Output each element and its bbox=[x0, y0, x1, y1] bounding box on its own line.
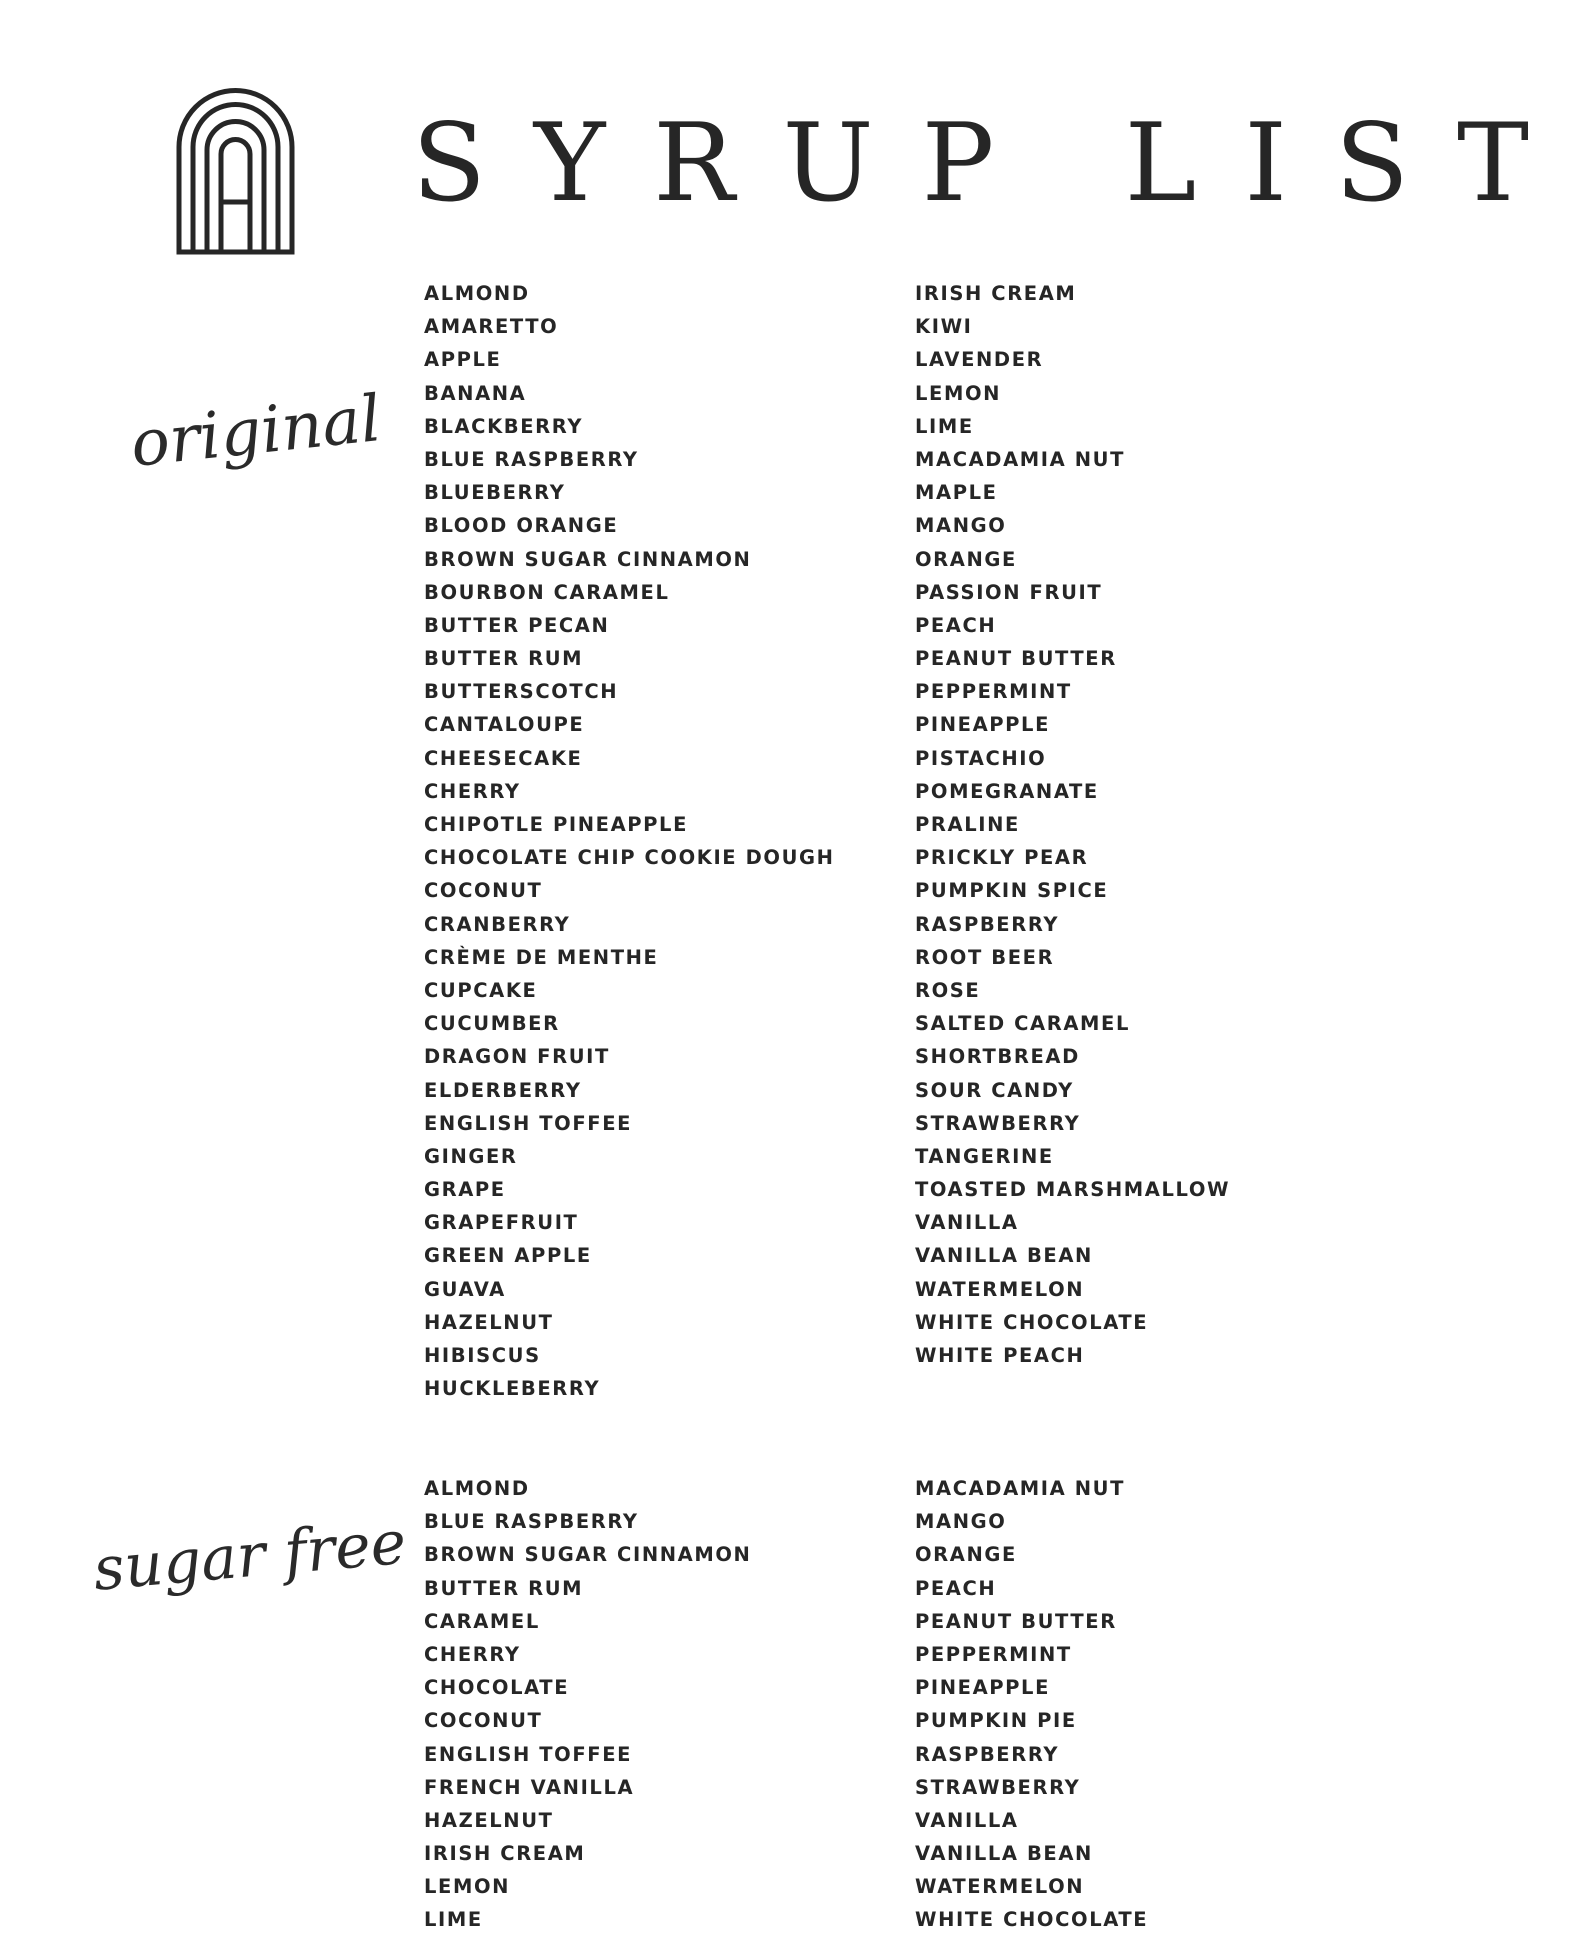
syrup-item: SALTED CARAMEL bbox=[915, 1012, 1130, 1036]
syrup-item: APPLE bbox=[424, 348, 502, 372]
syrup-item: GINGER bbox=[424, 1144, 518, 1168]
syrup-item: VANILLA bbox=[915, 1211, 1019, 1235]
syrup-item: HAZELNUT bbox=[424, 1310, 554, 1334]
syrup-item: BUTTERSCOTCH bbox=[424, 680, 619, 704]
syrup-item: STRAWBERRY bbox=[915, 1111, 1081, 1135]
original-left-column bbox=[424, 277, 835, 1405]
syrup-item: PRICKLY PEAR bbox=[915, 846, 1089, 870]
syrup-item: ENGLISH TOFFEE bbox=[424, 1742, 633, 1766]
svg-text:sugar free: sugar free bbox=[90, 1507, 409, 1605]
syrup-item: MACADAMIA NUT bbox=[915, 447, 1125, 471]
syrup-item: VANILLA BEAN bbox=[915, 1244, 1093, 1268]
syrup-item: WATERMELON bbox=[915, 1875, 1085, 1899]
syrup-item: ELDERBERRY bbox=[424, 1078, 582, 1102]
syrup-item: PEACH bbox=[915, 1576, 997, 1600]
syrup-item: BROWN SUGAR CINNAMON bbox=[424, 1543, 752, 1567]
section-label-original bbox=[127, 382, 385, 498]
syrup-item: VANILLA bbox=[915, 1808, 1019, 1832]
syrup-item: HIBISCUS bbox=[424, 1344, 541, 1367]
syrup-item: PEANUT BUTTER bbox=[915, 647, 1117, 671]
arch-monogram-logo-icon bbox=[176, 90, 295, 255]
syrup-item: GRAPEFRUIT bbox=[424, 1211, 579, 1235]
syrup-item: GREEN APPLE bbox=[424, 1244, 592, 1268]
syrup-item: BLUE RASPBERRY bbox=[424, 447, 639, 471]
syrup-item: HUCKLEBERRY bbox=[424, 1377, 601, 1401]
syrup-item: ROSE bbox=[915, 978, 981, 1002]
syrup-item: ALMOND bbox=[424, 1477, 530, 1500]
syrup-item: PUMPKIN SPICE bbox=[915, 879, 1109, 903]
syrup-item: CRANBERRY bbox=[424, 912, 571, 936]
syrup-item: LIME bbox=[424, 1908, 483, 1932]
syrup-item: CHOCOLATE bbox=[424, 1676, 570, 1700]
syrup-item: ORANGE bbox=[915, 1543, 1017, 1567]
syrup-item: CRÈME DE MENTHE bbox=[424, 945, 659, 969]
syrup-item: IRISH CREAM bbox=[915, 282, 1077, 305]
syrup-item: PEANUT BUTTER bbox=[915, 1609, 1117, 1633]
syrup-item: TANGERINE bbox=[915, 1144, 1054, 1168]
syrup-item: BLOOD ORANGE bbox=[424, 514, 619, 538]
syrup-item: DRAGON FRUIT bbox=[424, 1045, 610, 1069]
syrup-item: PINEAPPLE bbox=[915, 1676, 1051, 1700]
syrup-item: TOASTED MARSHMALLOW bbox=[915, 1178, 1231, 1202]
syrup-item: BUTTER RUM bbox=[424, 647, 584, 671]
syrup-item: MANGO bbox=[915, 1510, 1007, 1534]
sugar-free-left-column bbox=[424, 1472, 751, 1937]
syrup-item: BLUEBERRY bbox=[424, 481, 566, 505]
syrup-item: MAPLE bbox=[915, 481, 998, 505]
syrup-item: BROWN SUGAR CINNAMON bbox=[424, 547, 752, 571]
syrup-item: CHIPOTLE PINEAPPLE bbox=[424, 813, 688, 836]
syrup-item: PEACH bbox=[915, 613, 997, 637]
svg-text:original: original bbox=[127, 382, 385, 482]
syrup-item: IRISH CREAM bbox=[424, 1842, 586, 1866]
syrup-item: COCONUT bbox=[424, 879, 543, 903]
syrup-item: GUAVA bbox=[424, 1277, 506, 1301]
syrup-item: SHORTBREAD bbox=[915, 1045, 1080, 1069]
syrup-item: CHERRY bbox=[424, 779, 521, 803]
syrup-item: VANILLA BEAN bbox=[915, 1842, 1093, 1866]
syrup-item: PEPPERMINT bbox=[915, 1642, 1072, 1666]
syrup-item: CUCUMBER bbox=[424, 1012, 560, 1036]
syrup-item: BANANA bbox=[424, 381, 527, 405]
syrup-item: PUMPKIN PIE bbox=[915, 1709, 1077, 1733]
syrup-item: CANTALOUPE bbox=[424, 713, 585, 737]
sugar-free-right-column bbox=[915, 1472, 1148, 1937]
syrup-item: RASPBERRY bbox=[915, 912, 1060, 936]
syrup-item: FRENCH VANILLA bbox=[424, 1775, 635, 1799]
syrup-item: ALMOND bbox=[424, 282, 530, 305]
syrup-item: SOUR CANDY bbox=[915, 1078, 1074, 1102]
syrup-item: BUTTER RUM bbox=[424, 1576, 584, 1600]
syrup-item: CARAMEL bbox=[424, 1609, 540, 1633]
syrup-item: BUTTER PECAN bbox=[424, 613, 610, 637]
section-label-sugar-free bbox=[90, 1507, 409, 1618]
syrup-item: RASPBERRY bbox=[915, 1742, 1060, 1766]
syrup-item: WATERMELON bbox=[915, 1277, 1085, 1301]
syrup-item: CUPCAKE bbox=[424, 978, 538, 1002]
syrup-item: KIWI bbox=[915, 315, 973, 339]
syrup-item: ORANGE bbox=[915, 547, 1017, 571]
original-right-column bbox=[915, 277, 1230, 1372]
syrup-item: PISTACHIO bbox=[915, 746, 1047, 770]
syrup-item: STRAWBERRY bbox=[915, 1775, 1081, 1799]
syrup-item: MANGO bbox=[915, 514, 1007, 538]
syrup-item: LIME bbox=[915, 414, 974, 438]
syrup-item: PINEAPPLE bbox=[915, 713, 1051, 737]
syrup-item: ROOT BEER bbox=[915, 945, 1055, 969]
syrup-item: GRAPE bbox=[424, 1178, 506, 1202]
syrup-item: PEPPERMINT bbox=[915, 680, 1072, 704]
syrup-item: WHITE CHOCOLATE bbox=[915, 1908, 1149, 1932]
syrup-item: LEMON bbox=[915, 381, 1002, 405]
syrup-item: HAZELNUT bbox=[424, 1808, 554, 1832]
syrup-item: BLACKBERRY bbox=[424, 414, 584, 438]
syrup-item: CHEESECAKE bbox=[424, 746, 583, 770]
syrup-item: MACADAMIA NUT bbox=[915, 1477, 1125, 1500]
page-title: SYRUP LIST bbox=[412, 101, 1577, 226]
syrup-item: COCONUT bbox=[424, 1709, 543, 1733]
syrup-item: WHITE CHOCOLATE bbox=[915, 1310, 1149, 1334]
syrup-item: LEMON bbox=[424, 1875, 511, 1899]
syrup-item: PASSION FRUIT bbox=[915, 580, 1103, 604]
syrup-item: LAVENDER bbox=[915, 348, 1044, 372]
syrup-item: ENGLISH TOFFEE bbox=[424, 1111, 633, 1135]
syrup-item: PRALINE bbox=[915, 813, 1020, 836]
syrup-item: CHERRY bbox=[424, 1642, 521, 1666]
syrup-item: BLUE RASPBERRY bbox=[424, 1510, 639, 1534]
syrup-item: AMARETTO bbox=[424, 315, 559, 339]
syrup-item: BOURBON CARAMEL bbox=[424, 580, 670, 604]
syrup-item: CHOCOLATE CHIP COOKIE DOUGH bbox=[424, 846, 835, 870]
syrup-item: POMEGRANATE bbox=[915, 779, 1099, 803]
syrup-item: WHITE PEACH bbox=[915, 1344, 1085, 1367]
